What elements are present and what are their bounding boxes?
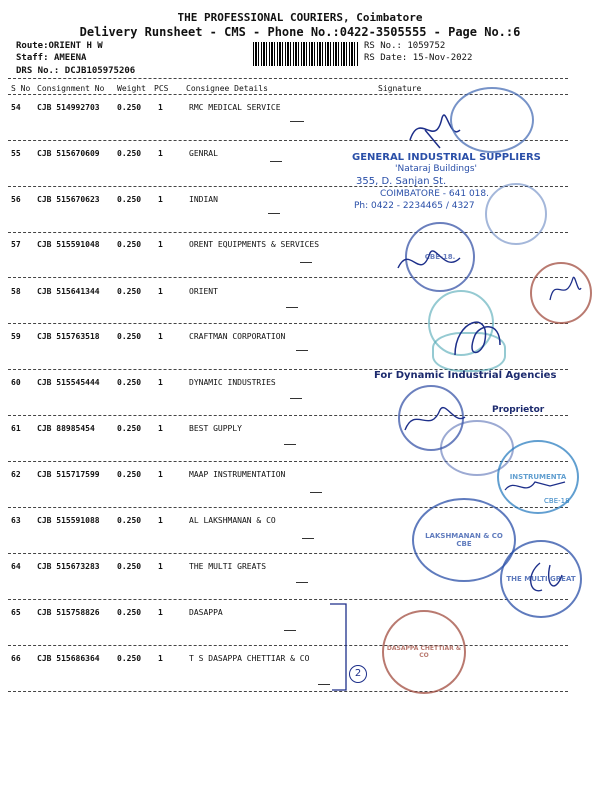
row-weight: 0.250 — [117, 103, 142, 112]
row-weight: 0.250 — [117, 287, 142, 296]
row-separator — [8, 599, 568, 600]
row-pcs: 1 — [158, 562, 163, 571]
row-weight: 0.250 — [117, 240, 142, 249]
row-pcs: 1 — [158, 470, 163, 479]
row-consignee: DYNAMIC INDUSTRIES — [189, 378, 276, 387]
pen-dash — [296, 582, 308, 583]
drs-label: DRS No.: — [16, 66, 60, 76]
row-consignment: CJB 88985454 — [37, 424, 95, 433]
rs-date-value: 15-Nov-2022 — [412, 53, 473, 63]
rs-date-line — [364, 53, 472, 63]
row-sno: 55 — [11, 149, 21, 158]
row-consignment: CJB 515686364 — [37, 654, 100, 663]
stamp-dynamic-line: For Dynamic Industrial Agencies — [374, 370, 557, 381]
drs-value: DCJB105975206 — [64, 66, 136, 76]
row-consignment: CJB 515591088 — [37, 516, 100, 525]
row-consignment: CJB 515717599 — [37, 470, 100, 479]
row-weight: 0.250 — [117, 516, 142, 525]
round-stamp-dasappa — [382, 610, 466, 694]
col-sno: S No — [11, 84, 31, 93]
row-consignee: BEST GUPPLY — [189, 424, 242, 433]
pen-dash — [290, 398, 302, 399]
stamp-proprietor: Proprietor — [492, 405, 545, 415]
row-pcs: 1 — [158, 332, 163, 341]
row-consignee: T S DASAPPA CHETTIAR & CO — [189, 654, 310, 663]
col-weight: Weight — [117, 84, 146, 93]
row-pcs: 1 — [158, 424, 163, 433]
row-sno: 59 — [11, 332, 21, 341]
pen-dash — [310, 492, 322, 493]
staff-value: AMEENA — [53, 53, 87, 63]
header-rule-top — [8, 78, 568, 79]
row-sno: 63 — [11, 516, 21, 525]
signature-scribble — [520, 555, 570, 605]
rs-no-label: RS No.: — [364, 41, 402, 51]
row-consignment: CJB 514992703 — [37, 103, 100, 112]
row-consignment: CJB 515673283 — [37, 562, 100, 571]
round-stamp — [450, 87, 534, 153]
staff-line — [16, 53, 86, 63]
row-sno: 61 — [11, 424, 21, 433]
col-signature: Signature — [378, 84, 422, 93]
row-consignee: CRAFTMAN CORPORATION — [189, 332, 286, 341]
row-consignee: INDIAN — [189, 195, 218, 204]
row-sno: 54 — [11, 103, 21, 112]
row-consignee: THE MULTI GREATS — [189, 562, 267, 571]
stamp-general-phone: Ph: 0422 - 2234465 / 4327 — [354, 201, 475, 211]
row-weight: 0.250 — [117, 608, 142, 617]
row-consignment: CJB 515670623 — [37, 195, 100, 204]
row-pcs: 1 — [158, 287, 163, 296]
col-consignment: Consignment No — [37, 84, 105, 93]
row-weight: 0.250 — [117, 378, 142, 387]
row-pcs: 1 — [158, 149, 163, 158]
pen-dash — [284, 630, 296, 631]
row-weight: 0.250 — [117, 654, 142, 663]
row-sno: 65 — [11, 608, 21, 617]
row-separator — [8, 277, 568, 278]
route-label: Route: — [16, 41, 49, 51]
row-consignment: CJB 515670609 — [37, 149, 100, 158]
stamp-cbe-b: CBE-18 — [544, 497, 570, 505]
row-weight: 0.250 — [117, 149, 142, 158]
row-sno: 62 — [11, 470, 21, 479]
rs-no-value: 1059752 — [407, 41, 446, 51]
row-sno: 57 — [11, 240, 21, 249]
row-sno: 60 — [11, 378, 21, 387]
row-consignment: CJB 515763518 — [37, 332, 100, 341]
stamp-multi-greats: THE MULTI GREAT — [506, 575, 576, 583]
row-consignment: CJB 515591048 — [37, 240, 100, 249]
stamp-instrumentation: INSTRUMENTA — [509, 473, 567, 481]
row-consignee: DASAPPA — [189, 608, 223, 617]
route-value: ORIENT H W — [48, 41, 103, 51]
stamp-dasappa: DASAPPA CHETTIAR & CO — [386, 645, 462, 659]
stamp-lakshmanan: LAKSHMANAN & CO — [425, 532, 503, 540]
row-separator — [8, 186, 568, 187]
row-sno: 64 — [11, 562, 21, 571]
row-sno: 66 — [11, 654, 21, 663]
col-pcs: PCS — [154, 84, 169, 93]
row-separator — [8, 232, 568, 233]
row-pcs: 1 — [158, 378, 163, 387]
row-pcs: 1 — [158, 608, 163, 617]
company-title: THE PROFESSIONAL COURIERS, Coimbatore — [177, 11, 423, 24]
row-weight: 0.250 — [117, 424, 142, 433]
signature-scribble — [445, 300, 515, 370]
table-row — [0, 608, 600, 654]
pen-dash — [284, 444, 296, 445]
staff-label: Staff: — [16, 53, 49, 63]
table-row — [0, 240, 600, 286]
stamp-general-city: COIMBATORE - 641 018. — [380, 189, 489, 199]
row-pcs: 1 — [158, 516, 163, 525]
pen-dash — [302, 538, 314, 539]
row-separator — [8, 415, 568, 416]
table-row — [0, 378, 600, 424]
row-consignee: GENRAL — [189, 149, 218, 158]
stamp-general-building: 'Nataraj Buildings' — [395, 164, 478, 174]
pen-dash — [290, 121, 304, 122]
row-weight: 0.250 — [117, 470, 142, 479]
signature-scribble — [395, 395, 475, 445]
row-sno: 56 — [11, 195, 21, 204]
stamp-lakshmanan-cbe: CBE — [456, 540, 472, 548]
row-consignee: MAAP INSTRUMENTATION — [189, 470, 286, 479]
pen-dash — [268, 213, 280, 214]
row-consignment: CJB 515641344 — [37, 287, 100, 296]
row-weight: 0.250 — [117, 332, 142, 341]
stamp-general-name: GENERAL INDUSTRIAL SUPPLIERS — [352, 152, 541, 163]
row-pcs: 1 — [158, 240, 163, 249]
pen-dash — [270, 161, 282, 162]
signature-scribble — [545, 270, 585, 310]
pen-dash — [296, 350, 308, 351]
row-consignee: ORENT EQUIPMENTS & SERVICES — [189, 240, 320, 249]
barcode — [253, 42, 359, 66]
row-pcs: 1 — [158, 195, 163, 204]
signature-scribble — [390, 238, 470, 288]
round-stamp — [485, 183, 547, 245]
row-weight: 0.250 — [117, 195, 142, 204]
rs-no-line — [364, 41, 445, 51]
table-row — [0, 654, 600, 700]
sheet-title: Delivery Runsheet - CMS - Phone No.:0422-3505555 - Page No.:6 — [79, 25, 521, 39]
row-pcs: 1 — [158, 103, 163, 112]
route-line — [16, 41, 103, 51]
pen-dash — [300, 262, 312, 263]
row-consignee: ORIENT — [189, 287, 218, 296]
handwritten-count: 2 — [349, 665, 367, 683]
stamp-cbe-a: CBE-18. — [424, 253, 456, 261]
row-separator — [8, 691, 568, 692]
stamp-general-address: 355, D. Sanjan St. — [356, 176, 447, 187]
col-consignee: Consignee Details — [186, 84, 268, 93]
pen-bracket — [326, 598, 366, 698]
row-consignment: CJB 515545444 — [37, 378, 100, 387]
row-consignee: AL LAKSHMANAN & CO — [189, 516, 276, 525]
row-weight: 0.250 — [117, 562, 142, 571]
row-consignee: RMC MEDICAL SERVICE — [189, 103, 281, 112]
rs-date-label: RS Date: — [364, 53, 408, 63]
row-pcs: 1 — [158, 654, 163, 663]
row-sno: 58 — [11, 287, 21, 296]
row-separator — [8, 645, 568, 646]
row-consignment: CJB 515758826 — [37, 608, 100, 617]
pen-dash — [286, 307, 298, 308]
drs-line — [16, 66, 135, 76]
